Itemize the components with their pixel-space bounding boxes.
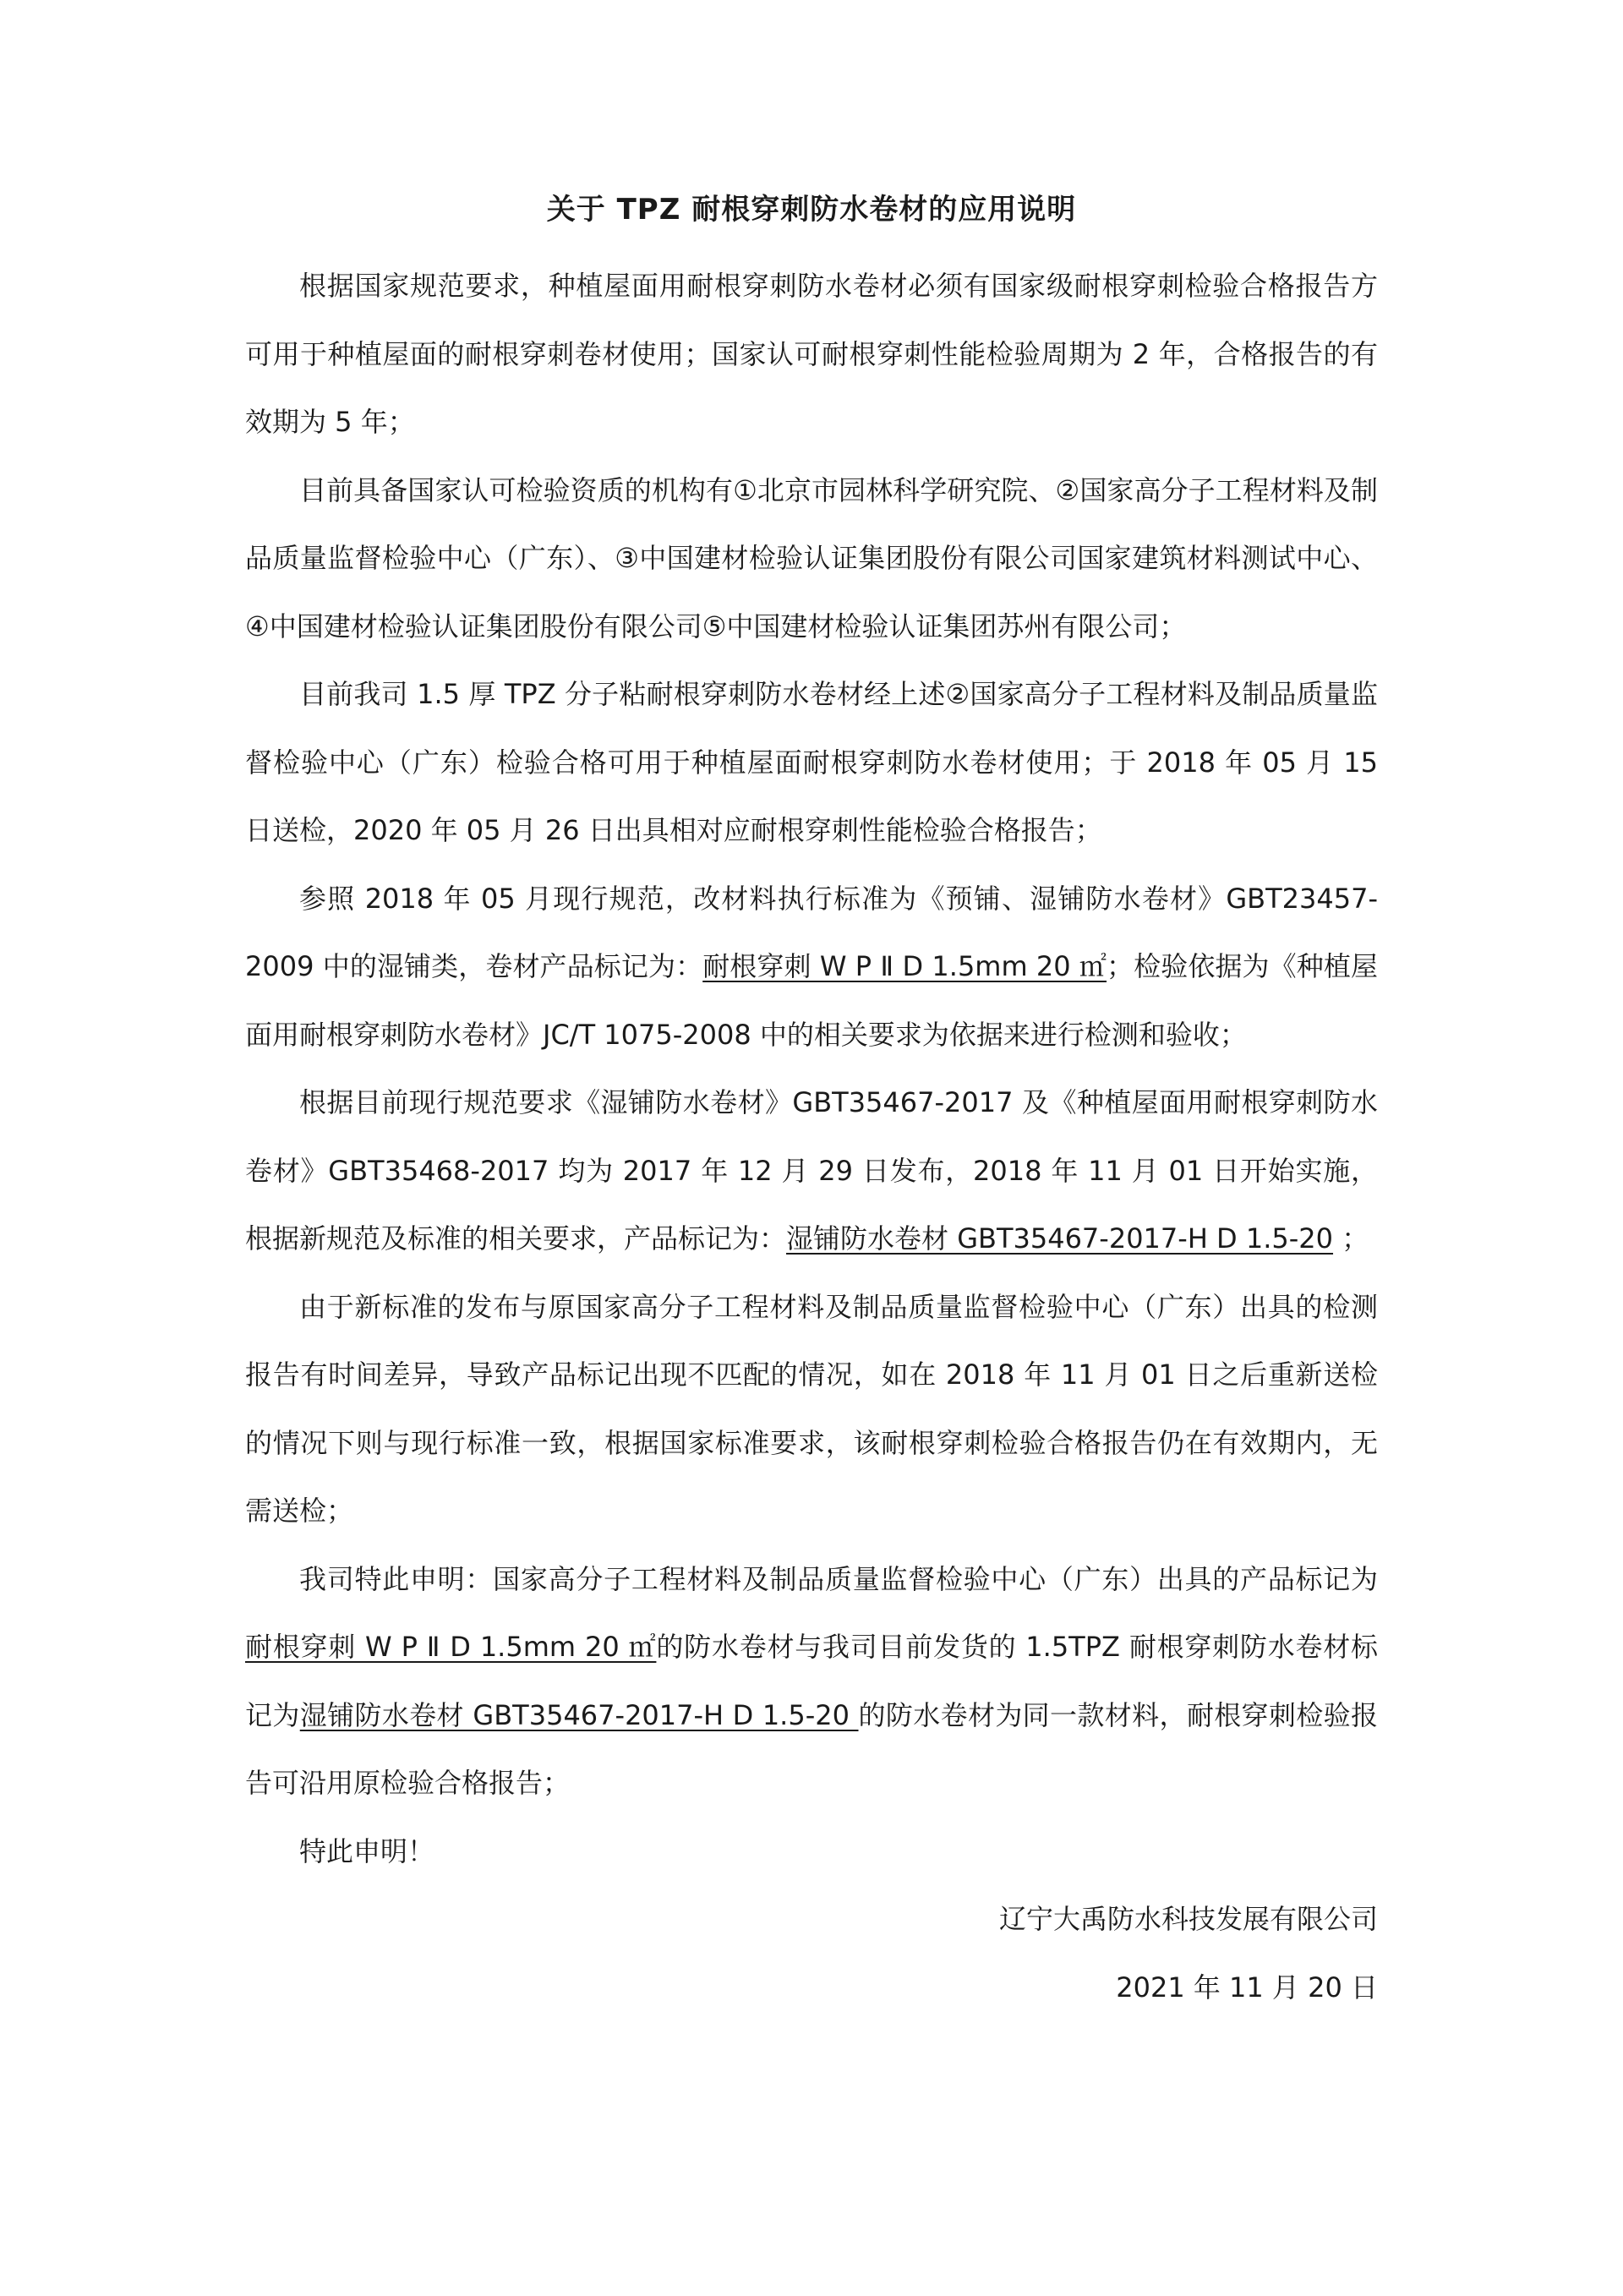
- paragraph-inspection: 目前我司 1.5 厚 TPZ 分子粘耐根穿刺防水卷材经上述②国家高分子工程材料及制品质量监督检验中心（广东）检验合格可用于种植屋面耐根穿刺防水卷材使用；于 2018 年 05 月 15 日送检，2020 年 05 月 26 日出具相对应耐根穿刺性能检验合格报告；: [245, 678, 1378, 846]
- document-title: 关于 TPZ 耐根穿刺防水卷材的应用说明: [546, 193, 1077, 227]
- old-standard-text-a: 参照 2018 年 05 月现行规范，改材料执行标准为《预铺、湿铺防水卷材》GBT23457-2009 中的湿铺类，卷材产品标记为：: [245, 882, 1378, 982]
- declaration-text-c: 的防水卷材为同一款材料，耐根穿刺检验报告可沿用原检验合格报告；: [245, 1698, 1378, 1799]
- paragraph-new-standard: [245, 1069, 1378, 1273]
- declaration-text-a: 我司特此申明：国家高分子工程材料及制品质量监督检验中心（广东）出具的产品标记为: [299, 1562, 1378, 1595]
- old-product-mark: 耐根穿刺 W P Ⅱ D 1.5mm 20 ㎡: [702, 950, 1107, 982]
- new-standard-text-b: ；: [1333, 1222, 1369, 1255]
- paragraph-old-standard: [245, 865, 1378, 1069]
- declaration-old-mark: 耐根穿刺 W P Ⅱ D 1.5mm 20 ㎡: [245, 1631, 657, 1663]
- declaration-new-mark: 湿铺防水卷材 GBT35467-2017-H D 1.5-20: [299, 1698, 859, 1731]
- closing-statement: 特此申明！: [299, 1834, 435, 1867]
- company-signature: 辽宁大禹防水科技发展有限公司: [998, 1903, 1378, 1935]
- old-standard-text-b: ；检验依据为《种植屋面用耐根穿刺防水卷材》JC/T 1075-2008 中的相关要求为依据来进行检测和验收；: [245, 950, 1378, 1051]
- document-body: [245, 188, 1378, 2021]
- paragraph-mismatch: 由于新标准的发布与原国家高分子工程材料及制品质量监督检验中心（广东）出具的检测报告有时间差异，导致产品标记出现不匹配的情况，如在 2018 年 11 月 01 日之后重新送检的情况下则与现行标准一致，根据国家标准要求，该耐根穿刺检验合格报告仍在有效期内，无需送检；: [245, 1290, 1378, 1527]
- paragraph-requirements: 根据国家规范要求，种植屋面用耐根穿刺防水卷材必须有国家级耐根穿刺检验合格报告方可用于种植屋面的耐根穿刺卷材使用；国家认可耐根穿刺性能检验周期为 2 年，合格报告的有效期为 5 年；: [245, 270, 1378, 438]
- new-product-mark: 湿铺防水卷材 GBT35467-2017-H D 1.5-20: [786, 1222, 1334, 1255]
- signature-date: 2021 年 11 月 20 日: [1116, 1971, 1378, 2004]
- paragraph-institutions: 目前具备国家认可检验资质的机构有①北京市园林科学研究院、②国家高分子工程材料及制品质量监督检验中心（广东）、③中国建材检验认证集团股份有限公司国家建筑材料测试中心、④中国建材检验认证集团股份有限公司⑤中国建材检验认证集团苏州有限公司；: [245, 473, 1378, 642]
- declaration-text-b: 的防水卷材与我司目前发货的 1.5TPZ 耐根穿刺防水卷材标记为: [245, 1631, 1378, 1731]
- new-standard-text-a: 根据目前现行规范要求《湿铺防水卷材》GBT35467-2017 及《种植屋面用耐根穿刺防水卷材》GBT35468-2017 均为 2017 年 12 月 29 日发布，2018 年 11 月 01 日开始实施，根据新规范及标准的相关要求，产品标记为：: [245, 1086, 1378, 1255]
- paragraph-declaration: [245, 1545, 1378, 1818]
